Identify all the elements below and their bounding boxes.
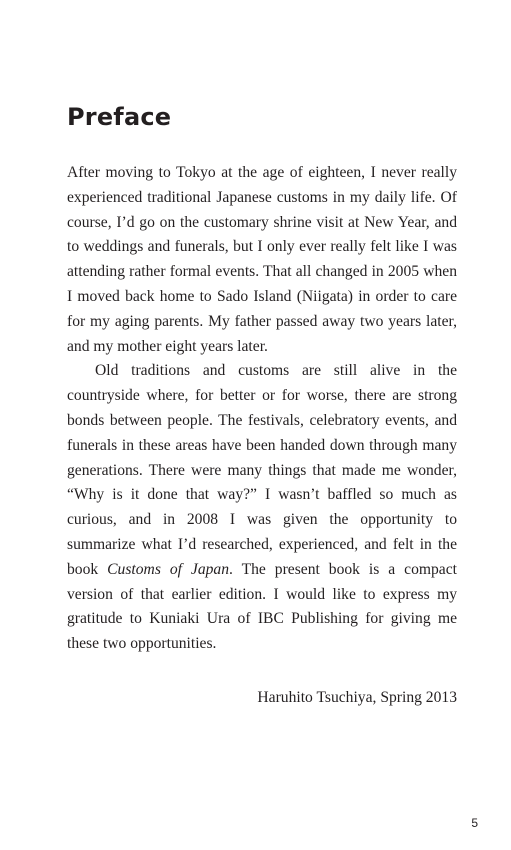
- book-title-reference: Customs of Japan: [107, 560, 230, 578]
- author-signature: Haruhito Tsuchiya, Spring 2013: [257, 689, 457, 706]
- paragraph-2-text-after: . The present book is a compact version of that earlier edition. I would like to express my gratitude to Kuniaki Ura of IBC Publishing for giving me these two opportunities.: [67, 560, 457, 653]
- page-title: Preface: [67, 103, 172, 131]
- preface-body: [67, 161, 457, 657]
- paragraph-2: [67, 359, 457, 657]
- paragraph-1: After moving to Tokyo at the age of eighteen, I never really experienced traditional Japanese customs in my daily life. Of course, I’d go on the customary shrine visit at New Year, and to weddings and funerals, but I only ever really felt like I was attending rather formal events. That all changed in 2005 when I moved back home to Sado Island (Niigata) in order to care for my aging parents. My father passed away two years later, and my mother eight years later.: [67, 164, 457, 355]
- paragraph-2-text-before: Old traditions and customs are still alive in the countryside where, for better or for worse, there are strong bonds between people. The festivals, celebratory events, and funerals in these areas have been handed down through many generations. There were many things that made me wonder, “Why is it done that way?” I wasn’t baffled so much as curious, and in 2008 I was given the opportunity to summarize what I’d researched, experienced, and felt in the book: [67, 362, 457, 578]
- page-number: 5: [471, 816, 478, 830]
